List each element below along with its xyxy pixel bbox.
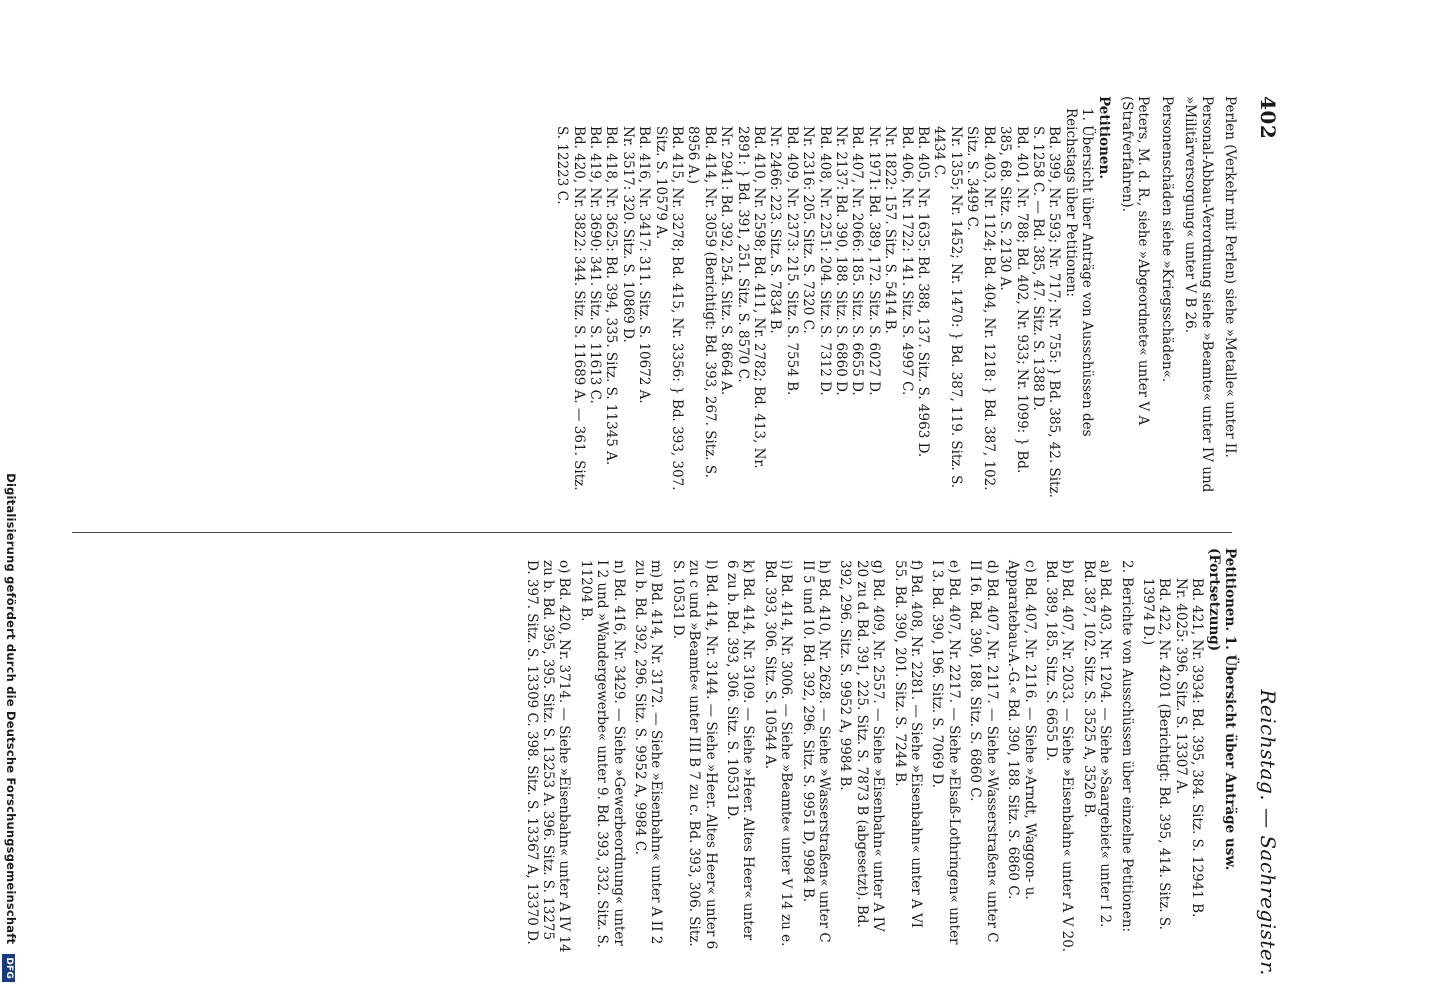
petition-reference-line: Bd. 421, Nr. 3934: Bd. 395, 384. Sitz. S. 12941 B.	[1189, 578, 1206, 918]
bericht-item: b) Bd. 407, Nr. 2033. — Siehe »Eisenbahn« unter A V 20. Bd. 389, 185. Sitz. S. 6655 D.	[1042, 560, 1076, 953]
petition-reference-line: Bd. 406, Nr. 1722: 141. Sitz. S. 4997 C.	[898, 126, 915, 396]
petition-reference-line: Bd. 410, Nr. 2598; Bd. 411, Nr. 2782; Bd. 413, Nr. 2891: } Bd. 391, 251. Sitz. S. 8570 C.	[734, 126, 768, 469]
entry-personal-abbau: Personal-Abbau-Verordnung siehe »Beamte« unter IV und »Militärversorgung« unter V B 26.	[1182, 96, 1215, 493]
petition-reference-line: Bd. 422, Nr. 4201 (Berichtigt: Bd. 395, 414. Sitz. S. 13974 D.)	[1139, 578, 1173, 930]
left-column	[554, 96, 1238, 501]
petition-reference-line: Nr. 2466: 223. Sitz. S. 7834 B.	[767, 126, 784, 334]
bericht-item: h) Bd. 410, Nr. 2628. — Siehe »Wasserstraßen« unter C II 5 und 10. Bd. 392, 296. Sitz. S. 9951 D, 9984 B.	[799, 560, 833, 943]
berichte-list	[523, 548, 1113, 953]
right-column	[523, 548, 1238, 953]
petition-reference-line: Nr. 2316: 205. Sitz. S. 7320 C.	[800, 126, 817, 334]
continued-heading: Petitionen. 1. Übersicht über Anträge usw. (Fortsetzung)	[1205, 548, 1238, 871]
petition-reference-line: Nr. 2137: Bd. 390, 188. Sitz. S. 6860 D.	[833, 126, 850, 396]
petition-reference-line: Nr. 4025: 396. Sitz. S. 13307 A.	[1172, 578, 1189, 795]
column-divider	[72, 532, 1232, 533]
petition-reference-line: Nr. 2941: Bd. 392, 254. Sitz. S. 8664 A.	[718, 126, 735, 396]
entry-perlen: Perlen (Verkehr mit Perlen) siehe »Metalle« unter II.	[1222, 96, 1238, 458]
bericht-item: f) Bd. 408, Nr. 2281. — Siehe »Eisenbahn« unter A VI 55. Bd. 390, 201. Sitz. S. 7244 B.	[891, 560, 925, 929]
bericht-item: d) Bd. 407, Nr. 2117. — Siehe »Wasserstraßen« unter C II 16. Bd. 390, 188. Sitz. S. 6860 C.	[967, 560, 1000, 943]
petition-reference-line: Bd. 407, Nr. 2066: 185. Sitz. S. 6655 D.	[849, 126, 866, 396]
bericht-item: k) Bd. 414, Nr. 3109. — Siehe »Heer. Altes Heer« unter 6 zu b. Bd. 393, 306. Sitz. S. 10531 D.	[724, 560, 757, 941]
petition-reference-line: Bd. 401, Nr. 788; Bd. 402, Nr. 933; Nr. 1099: } Bd. 385, 68. Sitz. S. 2130 A.	[997, 126, 1030, 474]
berichte-intro: 2. Berichte von Ausschüssen über einzelne Petitionen:	[1118, 560, 1135, 933]
bericht-item: l) Bd. 414, Nr. 3144. — Siehe »Heer. Altes Heer« unter 6 zu c und »Beamte« unter III B 7 zu c. Bd. 393, 306. Sitz. S. 10531 D.	[669, 560, 719, 950]
bericht-item: m) Bd. 414, Nr. 3172. — Siehe »Eisenbahn« unter A II 2 zu b. Bd. 392, 296. Sitz. S. 9952 A, 9984 C.	[632, 560, 665, 945]
petitionen-intro: 1. Übersicht über Anträge von Ausschüssen des Reichstags über Petitionen:	[1062, 108, 1096, 437]
bericht-item: a) Bd. 403, Nr. 1204. — Siehe »Saargebiet« unter I 2. Bd. 387, 102. Sitz. S. 3525 A, 3526 B.	[1080, 560, 1114, 928]
petition-reference-list	[554, 96, 1063, 501]
petition-reference-line: Bd. 405, Nr. 1635: Bd. 388, 137. Sitz. S. 4963 D.	[915, 126, 932, 458]
entry-personenschaeden: Personenschäden siehe »Kriegsschäden«.	[1158, 96, 1175, 383]
dfg-logo: DFG	[2, 954, 15, 982]
bericht-item: i) Bd. 414, Nr. 3006. — Siehe »Beamte« unter V 14 zu e. Bd. 393, 306. Sitz. S. 10544 A.	[761, 560, 795, 947]
bericht-item: g) Bd. 409, Nr. 2557. — Siehe »Eisenbahn« unter A IV 20 zu d. Bd. 391, 225. Sitz. S. 7873 B (abgesetzt). Bd. 392, 296. Sitz. S. 9952 A, 9984 B.	[837, 560, 887, 932]
petition-reference-line: Bd. 419, Nr. 3690: 341. Sitz. S. 11613 C.	[586, 126, 603, 404]
petition-reference-line: Bd. 399, Nr. 593; Nr. 717; Nr. 755: } Bd. 385, 42. Sitz. S. 1258 C. — Bd. 385, 47. Sitz. S. 1388 D.	[1029, 126, 1063, 498]
entry-peters: Peters, M. d. R., siehe »Abgeordnete« unter V A (Strafverfahren).	[1118, 96, 1152, 426]
petition-reference-line: Nr. 1822: 157. Sitz. S. 5414 B.	[882, 126, 899, 334]
bericht-item: o) Bd. 420, Nr. 3714. — Siehe »Eisenbahn« unter A IV 14 zu b. Bd. 395, 395. Sitz. S. 13253 A. 396. Sitz. S. 13275 D. 397. Sitz. S. 13309 C. 398. Sitz. S. 13367 A, 13370 D.	[523, 560, 573, 953]
petitionen-heading: Petitionen.	[1095, 96, 1112, 180]
petition-reference-list-continued	[1140, 548, 1206, 953]
page-number: 402	[1256, 96, 1280, 140]
bericht-item: n) Bd. 416, Nr. 3429. — Siehe »Gewerbeordnung« unter I 2 und »Wandergewerbe« unter 9. Bd. 393, 332. Sitz. S. 11204 B.	[577, 560, 627, 948]
petition-reference-line: Bd. 416, Nr. 3417: 311. Sitz. S. 10672 A.	[636, 126, 653, 404]
bericht-item: c) Bd. 407, Nr. 2116. — Siehe »Arndt, Waggon- u. Apparatebau-A.-G.« Bd. 390, 188. Sitz. S. 6860 C.	[1005, 560, 1038, 900]
petition-reference-line: Bd. 408, Nr. 2251: 204. Sitz. S. 7312 D.	[816, 126, 833, 396]
funding-footer	[2, 0, 18, 1000]
petition-reference-line: Bd. 420, Nr. 3822: 344. Sitz. S. 11689 A. — 361. Sitz. S. 12223 C.	[554, 126, 587, 491]
bericht-item: e) Bd. 407, Nr. 2217. — Siehe »Elsaß-Lothringen« unter I 3. Bd. 390, 196. Sitz. S. 7069 D.	[929, 560, 962, 945]
running-head	[1244, 96, 1284, 976]
petition-reference-line: Bd. 418, Nr. 3625: Bd. 394, 335. Sitz. S. 11345 A.	[603, 126, 620, 466]
petition-reference-line: Bd. 409, Nr. 2373: 215. Sitz. S. 7554 B.	[783, 126, 800, 396]
petition-reference-line: Nr. 1971: Bd. 389, 172. Sitz. S. 6027 D.	[865, 126, 882, 396]
petition-reference-line: Bd. 415, Nr. 3278; Bd. 415, Nr. 3356: } Bd. 393, 307. Sitz. S. 10579 A.	[652, 126, 685, 491]
petition-reference-line: Nr. 1355; Nr. 1452; Nr. 1470: } Bd. 387, 119. Sitz. S. 4434 C.	[931, 126, 964, 489]
petition-reference-line: Nr. 3517: 320. Sitz. S. 10869 D.	[619, 126, 636, 343]
footer-text: Digitalisierung gefördert durch die Deutsche Forschungsgemeinschaft	[4, 473, 18, 945]
running-title: Reichstag. — Sachregister.	[1256, 689, 1280, 976]
petition-reference-line: Bd. 414, Nr. 3059 (Berichtigt: Bd. 393, 267. Sitz. S. 8956 A.)	[685, 126, 718, 478]
petition-reference-line: Bd. 403, Nr. 1124; Bd. 404, Nr. 1218: } Bd. 387, 102. Sitz. S. 3499 C.	[964, 126, 997, 491]
